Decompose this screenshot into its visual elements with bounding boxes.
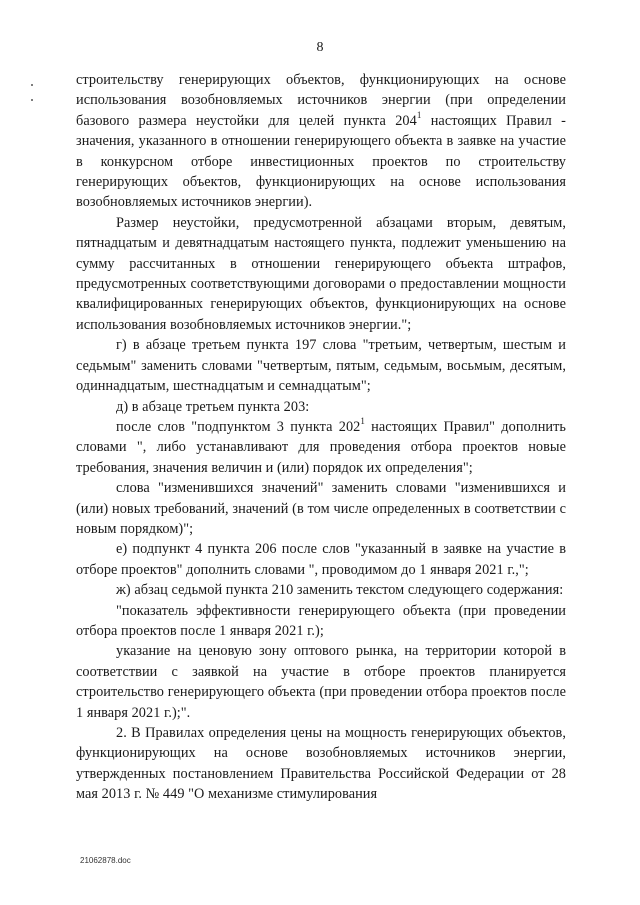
superscript: 1 bbox=[360, 416, 365, 427]
text-run: "показатель эффективности генерирующего объекта (при проведении отбора проектов после 1 января 2021 г.); bbox=[76, 602, 566, 639]
text-run: указание на ценовую зону оптового рынка, на территории которой в соответствии с заявкой на участие в отборе проектов планируется строительство генерирующего объекта (при проведении отбора проектов после 1 января 2021 г.);". bbox=[76, 643, 566, 721]
paragraph bbox=[76, 723, 566, 805]
document-body bbox=[76, 70, 566, 805]
text-run: строительству генерирующих объектов, функционирующих на основе использования возобновляемых источников энергии (при определении базового размера неустойки для целей пункта 204 bbox=[76, 72, 566, 129]
page-number: 8 bbox=[316, 40, 324, 55]
text-run: Размер неустойки, предусмотренной абзацами вторым, девятым, пятнадцатым и девятнадцатым настоящего пункта, подлежит уменьшению на сумму рассчитанных в отношении генерирующего объекта штрафов, предусмотренных соответствующими договорами о предоставлении мощности квалифицированных генерирующих объектов, функционирующих на основе использования возобновляемых источников энергии."; bbox=[76, 214, 566, 333]
paragraph bbox=[76, 580, 566, 600]
paragraph bbox=[76, 601, 566, 642]
paragraph bbox=[76, 70, 566, 213]
paragraph bbox=[76, 539, 566, 580]
paragraph bbox=[76, 213, 566, 335]
text-run: г) в абзаце третьем пункта 197 слова "третьим, четвертым, шестым и седьмым" заменить словами "четвертым, пятым, седьмым, восьмым, десятым, одиннадцатым, шестнадцатым и семнадцатым"; bbox=[76, 337, 566, 395]
paragraph bbox=[76, 417, 566, 478]
text-run: ж) абзац седьмой пункта 210 заменить текстом следующего содержания: bbox=[116, 582, 564, 599]
text-run: д) в абзаце третьем пункта 203: bbox=[116, 398, 310, 415]
paragraph bbox=[76, 335, 566, 396]
text-run: е) подпункт 4 пункта 206 после слов "указанный в заявке на участие в отборе проектов" дополнить словами ", проводимом до 1 января 2021 г.,"; bbox=[76, 541, 566, 578]
text-run: после слов "подпунктом 3 пункта 202 bbox=[116, 418, 361, 435]
paragraph bbox=[76, 478, 566, 539]
text-run: 2. В Правилах определения цены на мощность генерирующих объектов, функционирующих на основе возобновляемых источников энергии, утвержденных постановлением Правительства Российской Федерации от 28 мая 2013 г. № 449 "О механизме стимулирования bbox=[76, 725, 566, 803]
text-run: настоящих Правил" дополнить словами ", либо устанавливают для проведения отбора проектов новые требования, значения величин и (или) порядок их определения"; bbox=[76, 418, 566, 476]
text-run: настоящих Правил - значения, указанного в отношении генерирующего объекта в заявке на участие в конкурсном отборе инвестиционных проектов по строительству генерирующих объектов, функционирующих на основе использования возобновляемых источников энергии). bbox=[76, 112, 566, 211]
superscript: 1 bbox=[416, 110, 422, 121]
paragraph bbox=[76, 397, 566, 417]
text-run: слова "изменившихся значений" заменить словами "изменившихся и (или) новых требований, значений (в том числе определенных в соответствии с новым порядком)"; bbox=[76, 480, 566, 537]
file-name-footer: 21062878.doc bbox=[80, 856, 131, 865]
paragraph bbox=[76, 641, 566, 723]
margin-dot bbox=[31, 84, 33, 86]
margin-dot bbox=[31, 99, 33, 101]
